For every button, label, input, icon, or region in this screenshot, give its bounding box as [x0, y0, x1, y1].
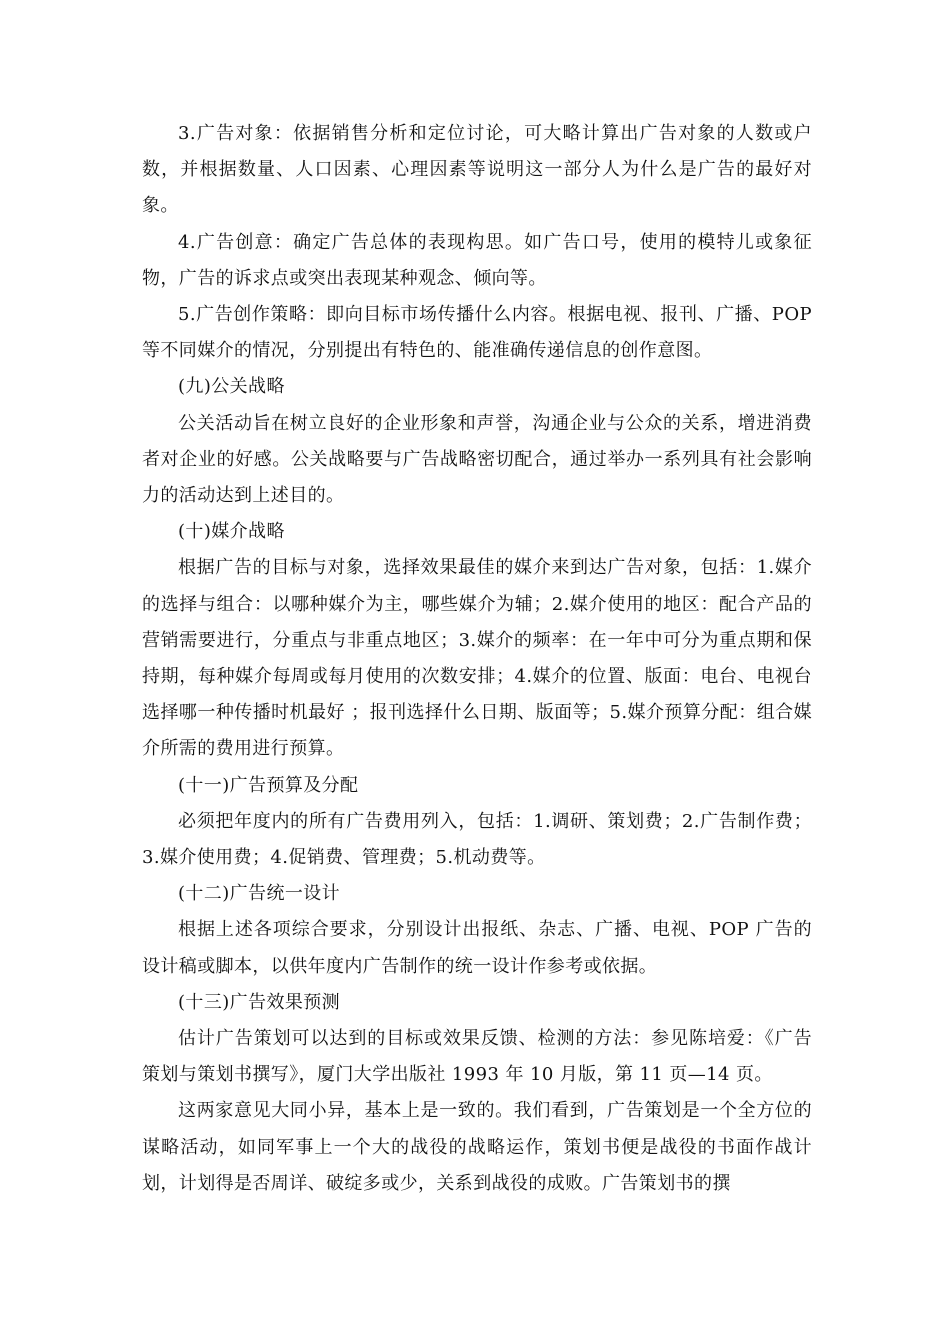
paragraph-unified-design: 根据上述各项综合要求，分别设计出报纸、杂志、广播、电视、POP 广告的设计稿或脚本，以供年度内广告制作的统一设计作参考或依据。: [142, 919, 812, 977]
paragraph-effect-forecast: 估计广告策划可以达到的目标或效果反馈、检测的方法：参见陈培爱：《广告策划与策划书撰写》，厦门大学出版社 1993 年 10 月版，第 11 页—14 页。: [142, 1028, 812, 1086]
document-page: [142, 116, 812, 1202]
paragraph-ad-budget: 必须把年度内的所有广告费用列入，包括：1.调研、策划费；2.广告制作费；3.媒介使用费；4.促销费、管理费；5.机动费等。: [142, 810, 812, 869]
heading-ad-budget: (十一)广告预算及分配: [178, 774, 359, 796]
heading-media-strategy: (十)媒介战略: [178, 521, 285, 543]
heading-unified-design: (十二)广告统一设计: [178, 883, 341, 905]
paragraph-ad-audience: 3.广告对象：依据销售分析和定位讨论，可大略计算出广告对象的人数或户数，并根据数量、人口因素、心理因素等说明这一部分人为什么是广告的最好对象。: [142, 123, 812, 217]
heading-pr-strategy: (九)公关战略: [178, 376, 285, 398]
paragraph-pr-strategy: 公关活动旨在树立良好的企业形象和声誉，沟通企业与公众的关系，增进消费者对企业的好感。公关战略要与广告战略密切配合，通过举办一系列具有社会影响力的活动达到上述目的。: [142, 412, 812, 507]
paragraph-ad-creative: 4.广告创意：确定广告总体的表现构思。如广告口号，使用的模特儿或象征物，广告的诉求点或突出表现某种观念、倾向等。: [142, 231, 812, 289]
paragraph-conclusion: 这两家意见大同小异，基本上是一致的。我们看到，广告策划是一个全方位的谋略活动，如同军事上一个大的战役的战略运作，策划书便是战役的书面作战计划，计划得是否周详、破绽多或少，关系到战役的成败。广告策划书的撰: [142, 1100, 812, 1194]
heading-effect-forecast: (十三)广告效果预测: [178, 991, 341, 1013]
paragraph-media-strategy: 根据广告的目标与对象，选择效果最佳的媒介来到达广告对象，包括：1.媒介的选择与组合：以哪种媒介为主，哪些媒介为辅；2.媒介使用的地区：配合产品的营销需要进行，分重点与非重点地区；3.媒介的频率：在一年中可分为重点期和保持期，每种媒介每周或每月使用的次数安排；4.媒介的位置、版面：电台、电视台选择哪一种传播时机最好 ；报刊选择什么日期、版面等；5.媒介预算分配：组合媒介所需的费用进行预算。: [142, 557, 812, 760]
paragraph-creative-strategy: 5.广告创作策略：即向目标市场传播什么内容。根据电视、报刊、广播、POP等不同媒介的情况，分别提出有特色的、能准确传递信息的创作意图。: [142, 304, 812, 362]
